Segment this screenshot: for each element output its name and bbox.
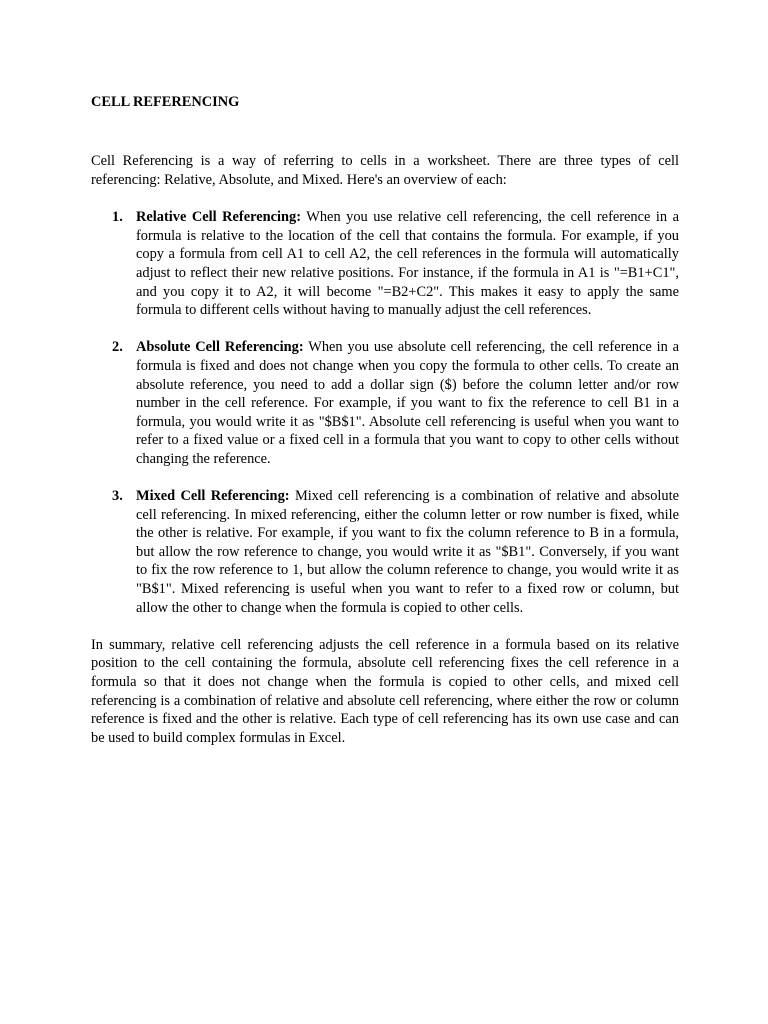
list-item-body: When you use absolute cell referencing, the cell reference in a formula is fixed and does not change when you copy the formula to other cells. To create an absolute reference, you need to add a dollar sign ($) before the column letter and/or row number in the cell reference. For example, if you want to fix the reference to cell B1 in a formula, you would write it as "$B$1". Absolute cell referencing is useful when you want to refer to a fixed value or a fixed cell in a formula that you want to copy to other cells without changing the reference. xyxy=(136,339,679,467)
list-item-body: When you use relative cell referencing, the cell reference in a formula is relative to the location of the cell that contains the formula. For example, if you copy a formula from cell A1 to cell A2, the cell references in the formula will automatically adjust to reflect their new relative positions. For instance, if the formula in A1 is "=B1+C1", and you copy it to A2, it will become "=B2+C2". This makes it easy to apply the same formula to different cells without having to manually adjust the cell references. xyxy=(136,209,680,319)
list-item-body: Mixed cell referencing is a combination of relative and absolute cell referencing. In mixed referencing, either the column letter or row number is fixed, while the other is relative. For example, if you want to fix the column reference to B in a formula, but allow the row reference to change, you would write it as "$B1". Conversely, if you want to fix the row reference to 1, but allow the column reference to change, you would write it as "B$1". Mixed referencing is useful when you want to refer to a fixed row or column, but allow the other to change when the formula is copied to other cells. xyxy=(136,488,679,616)
document-page xyxy=(91,93,679,747)
list-item-number: 3. xyxy=(112,488,123,505)
list-item-heading: Mixed Cell Referencing: xyxy=(136,488,290,505)
list-item-mixed xyxy=(91,487,679,617)
document-title: CELL REFERENCING xyxy=(91,94,240,110)
list-item-heading: Relative Cell Referencing: xyxy=(136,209,302,226)
reference-types-list xyxy=(91,208,679,617)
summary-paragraph: In summary, relative cell referencing adjusts the cell reference in a formula based on its relative position to the cell containing the formula, absolute cell referencing fixes the cell reference in a formula so that it does not change when the formula is copied to other cells, and mixed cell referencing is a combination of relative and absolute cell referencing, where either the row or column reference is fixed and the other is relative. Each type of cell referencing has its own use case and can be used to build complex formulas in Excel. xyxy=(91,636,679,746)
list-item-number: 2. xyxy=(112,339,123,356)
list-item-relative xyxy=(91,208,679,320)
list-item-heading: Absolute Cell Referencing: xyxy=(136,339,304,356)
list-item-absolute xyxy=(91,338,679,468)
intro-paragraph: Cell Referencing is a way of referring to cells in a worksheet. There are three types of cell referencing: Relative, Absolute, and Mixed. Here's an overview of each: xyxy=(91,153,679,188)
list-item-number: 1. xyxy=(112,209,123,226)
